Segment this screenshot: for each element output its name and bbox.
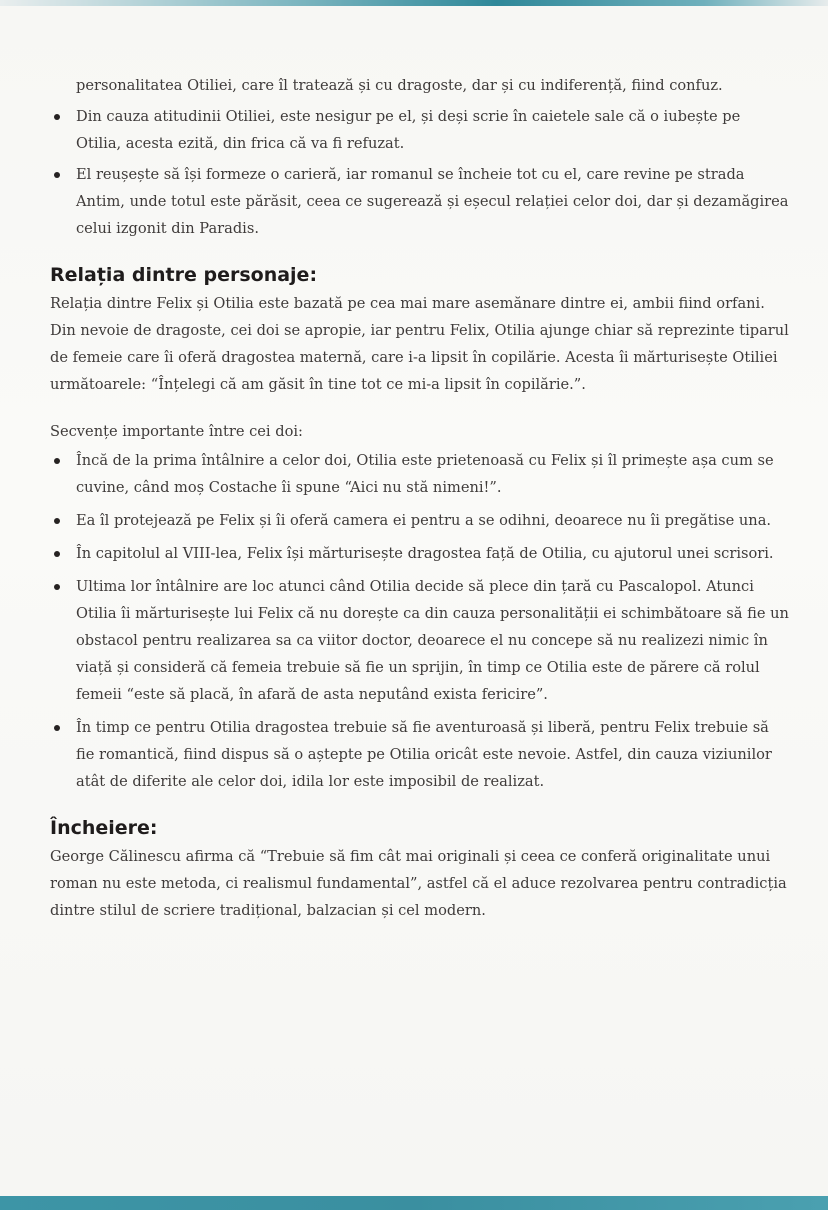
list-item-text: În capitolul al VIII-lea, Felix își mărturisește dragostea față de Otilia, cu ajutorul unei scrisori.	[76, 545, 774, 562]
bullet-icon	[54, 725, 60, 731]
intro-bullet-list	[50, 103, 790, 242]
list-item-text: Încă de la prima întâlnire a celor doi, Otilia este prietenoasă cu Felix și îl primește așa cum se cuvine, când moș Costache îi spune “Aici nu stă nimeni!”.	[76, 452, 774, 496]
bullet-icon	[54, 114, 60, 120]
list-item	[50, 447, 790, 501]
list-item-text: Ultima lor întâlnire are loc atunci când Otilia decide să plece din țară cu Pascalopol. Atunci Otilia îi mărturisește lui Felix că nu dorește ca din cauza personalității ei schimbătoare să fie un obstacol pentru realizarea sa ca viitor doctor, deoarece el nu concepe să nu realizezi nimic în viață și consideră că femeia trebuie să fie un sprijin, în timp ce Otilia este de părere că rolul femeii “este să placă, în afară de asta neputând exista fericire”.	[76, 578, 789, 703]
bullet-icon	[54, 584, 60, 590]
incheiere-section	[50, 815, 790, 924]
document-content	[50, 72, 790, 924]
list-item	[50, 573, 790, 708]
secvente-bullet-list	[50, 447, 790, 795]
bullet-icon	[54, 458, 60, 464]
list-item-text: Ea îl protejează pe Felix și îi oferă camera ei pentru a se odihni, deoarece nu îi pregătise una.	[76, 512, 772, 529]
secvente-subheading: Secvențe importante între cei doi:	[50, 423, 303, 440]
list-item	[50, 161, 790, 242]
list-item	[50, 540, 790, 567]
intro-continuation: personalitatea Otiliei, care îl tratează și cu dragoste, dar și cu indiferență, fiind confuz.	[76, 77, 723, 94]
bullet-icon	[54, 518, 60, 524]
list-item-text: Din cauza atitudinii Otiliei, este nesigur pe el, și deși scrie în caietele sale că o iubește pe Otilia, acesta ezită, din frica că va fi refuzat.	[76, 108, 741, 152]
relatia-section	[50, 262, 790, 795]
list-item	[50, 103, 790, 157]
relatia-paragraph: Relația dintre Felix și Otilia este bazată pe cea mai mare asemănare dintre ei, ambii fiind orfani. Din nevoie de dragoste, cei doi se apropie, iar pentru Felix, Otilia ajunge chiar să reprezinte tiparul de femeie care îi oferă dragostea maternă, care i-a lipsit în copilărie. Acesta îi mărturisește Otiliei următoarele: “Înțelegi că am găsit în tine tot ce mi-a lipsit în copilărie.”.	[50, 295, 789, 393]
background-edge-bottom	[0, 1196, 828, 1210]
relatia-heading: Relația dintre personaje:	[50, 264, 318, 286]
bullet-icon	[54, 172, 60, 178]
list-item-text: El reușește să își formeze o carieră, iar romanul se încheie tot cu el, care revine pe strada Antim, unde totul este părăsit, ceea ce sugerează și eșecul relației celor doi, dar și dezamăgirea celui izgonit din Paradis.	[76, 166, 789, 237]
incheiere-heading: Încheiere:	[50, 817, 158, 839]
intro-section	[50, 72, 790, 242]
list-item	[50, 507, 790, 534]
list-item-text: În timp ce pentru Otilia dragostea trebuie să fie aventuroasă și liberă, pentru Felix trebuie să fie romantică, fiind dispus să o aștepte pe Otilia oricât este nevoie. Astfel, din cauza viziunilor atât de diferite ale celor doi, idila lor este imposibil de realizat.	[76, 719, 772, 790]
incheiere-paragraph: George Călinescu afirma că “Trebuie să fim cât mai originali și ceea ce conferă originalitate unui roman nu este metoda, ci realismul fundamental”, astfel că el aduce rezolvarea pentru contradicția dintre stilul de scriere tradițional, balzacian și cel modern.	[50, 848, 787, 919]
list-item	[50, 714, 790, 795]
bullet-icon	[54, 551, 60, 557]
